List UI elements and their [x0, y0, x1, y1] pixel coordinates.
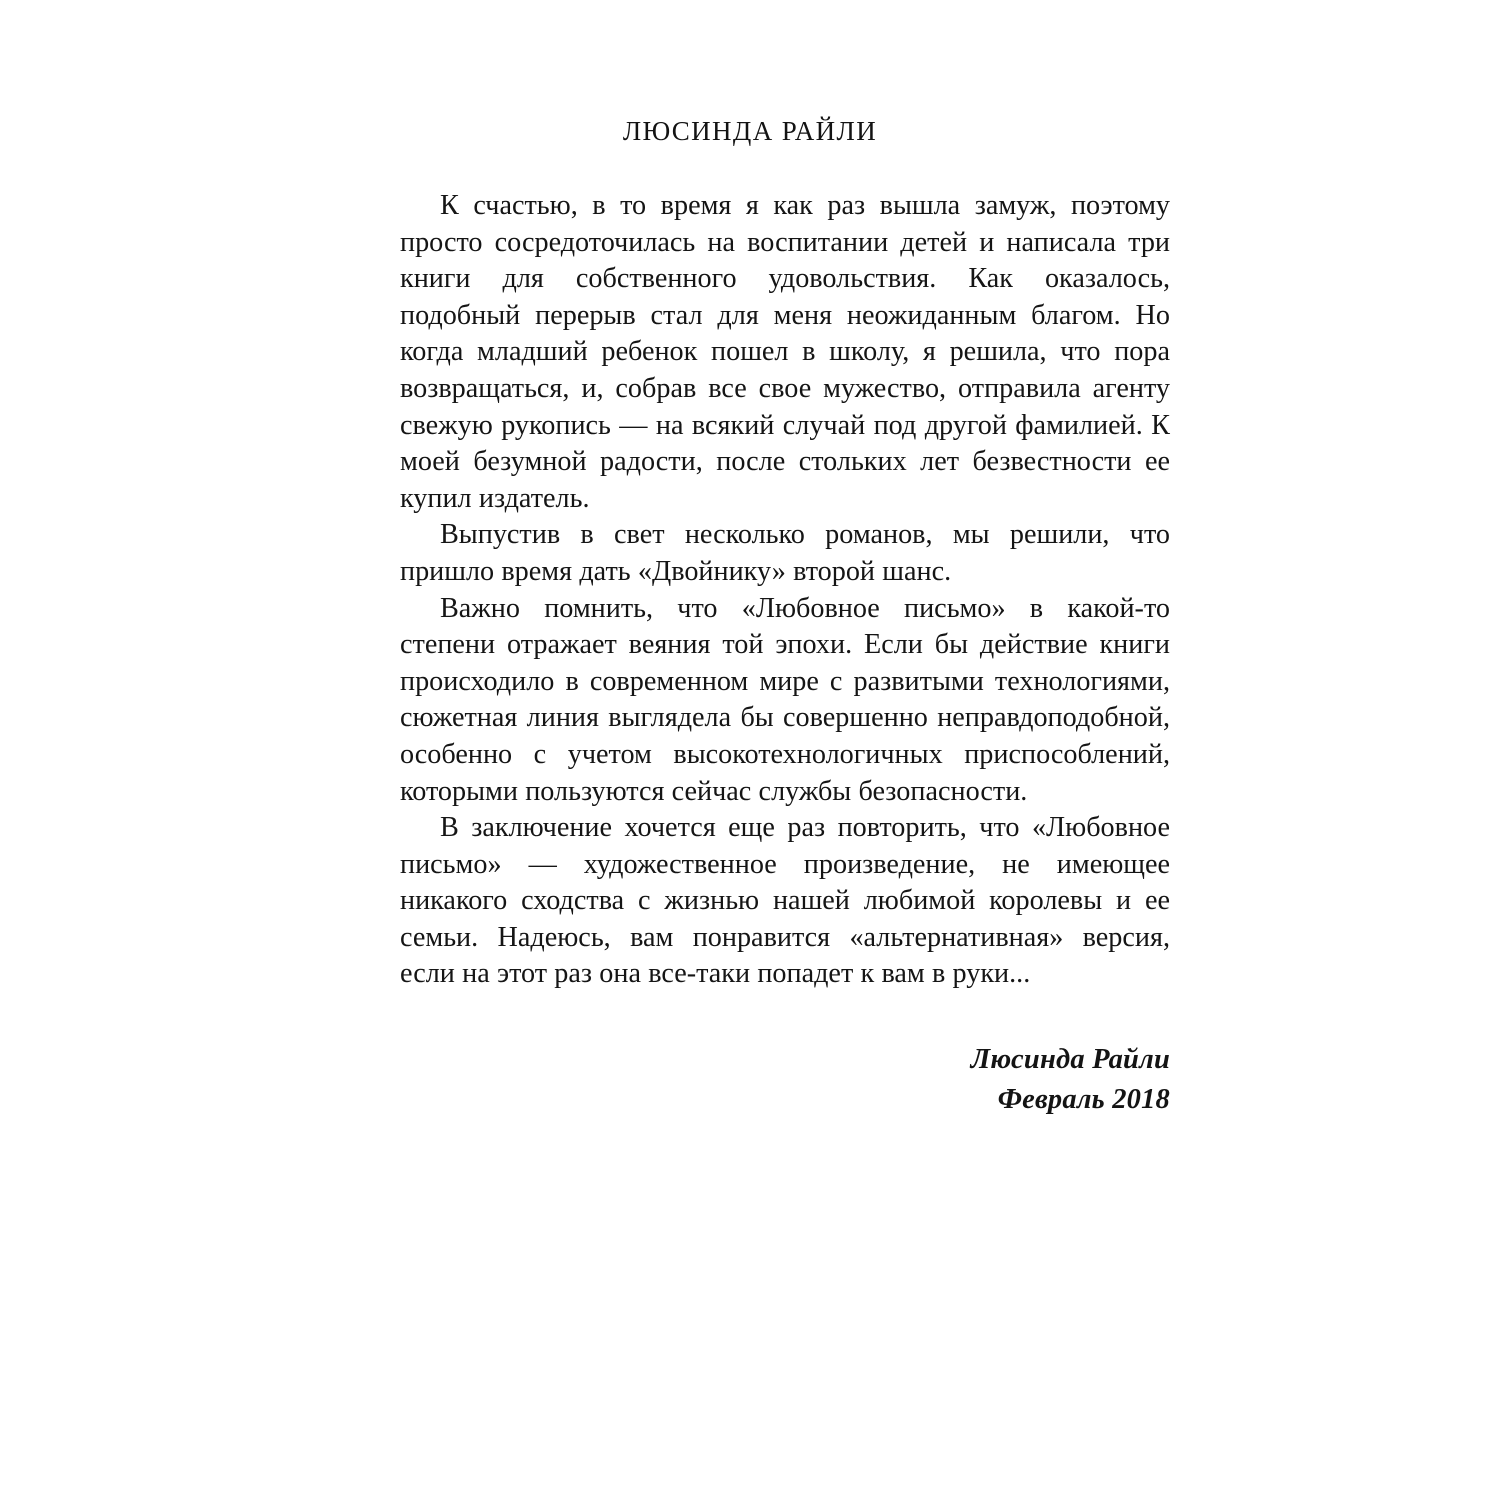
- signature-block: [400, 1040, 1170, 1120]
- signature-author: Люсинда Райли: [970, 1044, 1170, 1075]
- running-head-author: ЛЮСИНДА РАЙЛИ: [622, 116, 878, 146]
- body-paragraph: В заключение хочется еще раз повторить, что «Любовное письмо» — художественное произведение, не имеющее никакого сходства с жизнью нашей любимой королевы и ее семьи. Надеюсь, вам понравится «альтернативная» версия, если на этот раз она все-таки попадет к вам в руки...: [400, 812, 1170, 990]
- signature-date: Февраль 2018: [997, 1084, 1170, 1115]
- body-paragraph: Выпустив в свет несколько романов, мы решили, что пришло время дать «Двойнику» второй шанс.: [400, 519, 1170, 587]
- body-paragraph: К счастью, в то время я как раз вышла замуж, поэтому просто сосредоточилась на воспитании детей и написала три книги для собственного удовольствия. Как оказалось, подобный перерыв стал для меня неожиданным благом. Но когда младший ребенок пошел в школу, я решила, что пора возвращаться, и, собрав все свое мужество, отправила агенту свежую рукопись — на всякий случай под другой фамилией. К моей безумной радости, после стольких лет безвестности ее купил издатель.: [400, 190, 1170, 514]
- body-text-column: [400, 188, 1170, 993]
- body-paragraph: Важно помнить, что «Любовное письмо» в какой-то степени отражает веяния той эпохи. Если бы действие книги происходило в современном мире с развитыми технологиями, сюжетная линия выглядела бы совершенно неправдоподобной, особенно с учетом высокотехнологичных приспособлений, которыми пользуются сейчас службы безопасности.: [400, 592, 1170, 807]
